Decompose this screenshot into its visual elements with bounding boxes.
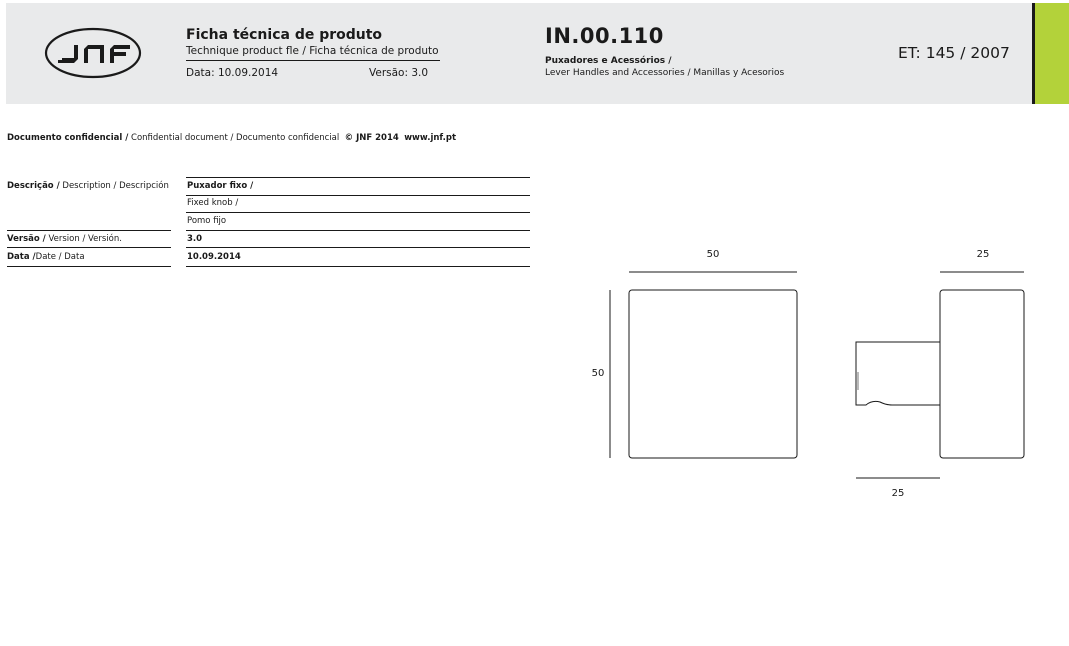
version-value: 3.0 xyxy=(187,234,203,244)
header-accent-bar xyxy=(1035,3,1069,104)
confidential-translations: Confidential document / Documento confidencial xyxy=(128,133,340,143)
table-rule xyxy=(186,177,530,178)
sheet-date: Data: 10.09.2014 xyxy=(186,67,279,79)
table-rule xyxy=(7,266,171,267)
header-band xyxy=(6,3,1035,104)
description-label-main: Descrição / xyxy=(7,181,60,191)
version-label-translations: Version / Versión. xyxy=(45,234,122,244)
stem-length-label: 25 xyxy=(891,488,905,499)
sheet-subtitle: Technique product fle / Ficha técnica de produto xyxy=(186,45,439,57)
table-rule xyxy=(7,247,171,248)
version-label-main: Versão / xyxy=(7,234,46,244)
description-es: Pomo fijo xyxy=(187,216,227,226)
date-value: 10.09.2014 xyxy=(187,252,241,262)
table-rule xyxy=(186,266,530,267)
description-pt: Puxador fixo / xyxy=(187,181,254,191)
sheet-title-rule xyxy=(186,60,440,61)
date-label-translations: Date / Data xyxy=(35,252,85,262)
description-label-translations: Description / Descripción xyxy=(59,181,169,191)
table-rule xyxy=(186,230,530,231)
side-depth-label: 25 xyxy=(976,249,990,260)
description-label xyxy=(7,181,169,191)
et-code: ET: 145 / 2007 xyxy=(898,44,1010,62)
product-family: Puxadores e Acessórios / xyxy=(545,56,672,66)
table-rule xyxy=(186,212,530,213)
website-link[interactable]: www.jnf.pt xyxy=(404,133,457,143)
table-rule xyxy=(186,247,530,248)
description-en: Fixed knob / xyxy=(187,198,239,208)
front-width-label: 50 xyxy=(706,249,720,260)
table-rule xyxy=(186,195,530,196)
front-height-label: 50 xyxy=(591,368,605,379)
knob-stem xyxy=(856,342,940,405)
copyright: © JNF 2014 xyxy=(344,133,399,143)
knob-front-view xyxy=(629,290,797,458)
confidential-notice xyxy=(7,133,456,143)
product-code: IN.00.110 xyxy=(545,24,664,48)
date-label-main: Data / xyxy=(7,252,36,262)
sheet-version: Versão: 3.0 xyxy=(369,67,429,79)
technical-drawing xyxy=(580,240,1050,510)
version-label xyxy=(7,234,122,244)
product-family-subtitle: Lever Handles and Accessories / Manillas y Acesorios xyxy=(545,68,785,78)
sheet-title: Ficha técnica de produto xyxy=(186,27,383,43)
date-label xyxy=(7,252,85,262)
confidential-label: Documento confidencial / xyxy=(7,133,129,143)
jnf-logo xyxy=(44,27,142,79)
knob-side-view xyxy=(940,290,1024,458)
table-rule xyxy=(7,230,171,231)
